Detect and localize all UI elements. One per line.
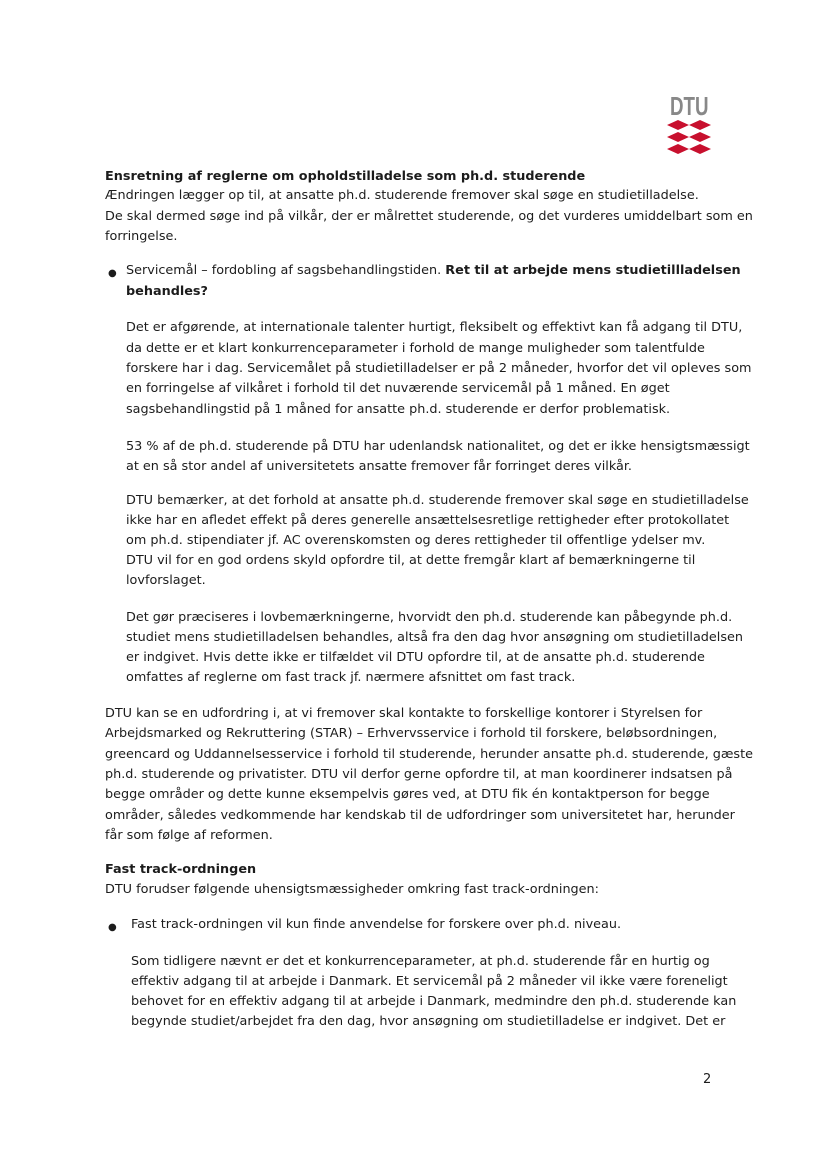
bullet-dot: ● bbox=[108, 922, 117, 933]
paragraph-line: Arbejdsmarked og Rekruttering (STAR) – Erhvervsservice i forhold til forskere, beløbsordningen, bbox=[105, 726, 718, 741]
paragraph-line: er indgivet. Hvis dette ikke er tilfældet vil DTU opfordre til, at de ansatte ph.d. studerende bbox=[126, 650, 705, 665]
paragraph-line: 53 % af de ph.d. studerende på DTU har udenlandsk nationalitet, og det er ikke hensigtsmæssigt bbox=[126, 439, 750, 454]
bullet-dot: ● bbox=[108, 268, 117, 279]
intro-line: forringelse. bbox=[105, 229, 178, 244]
paragraph-line: forskere har i dag. Servicemålet på studietilladelser er på 2 måneder, hvorfor det vil opleves som bbox=[126, 361, 752, 376]
paragraph-line: om ph.d. stipendiater jf. AC overenskomsten og deres rettigheder til offentlige ydelser mv. bbox=[126, 533, 706, 548]
paragraph-line: DTU bemærker, at det forhold at ansatte ph.d. studerende fremover skal søge en studietilladelse bbox=[126, 493, 749, 508]
dtu-logo-text: DTU bbox=[670, 91, 709, 121]
paragraph-line: behovet for en effektiv adgang til at arbejde i Danmark, medmindre den ph.d. studerende kan bbox=[131, 994, 737, 1009]
paragraph-line: effektiv adgang til at arbejde i Danmark. Et servicemål på 2 måneder vil ikke være foreneligt bbox=[131, 974, 728, 989]
paragraph-line: Som tidligere nævnt er det et konkurrenceparameter, at ph.d. studerende får en hurtig og bbox=[131, 954, 710, 969]
dtu-logo-mark bbox=[667, 120, 711, 154]
section-heading: Ensretning af reglerne om opholdstilladelse som ph.d. studerende bbox=[105, 169, 586, 184]
paragraph-line: begge områder og dette kunne eksempelvis gøres ved, at DTU fik én kontaktperson for begge bbox=[105, 787, 710, 802]
paragraph-line: sagsbehandlingstid på 1 måned for ansatte ph.d. studerende er derfor problematisk. bbox=[126, 402, 671, 417]
bullet-text bbox=[126, 261, 741, 282]
paragraph-line: Det er afgørende, at internationale talenter hurtigt, fleksibelt og effektivt kan få adgang til DTU, bbox=[126, 320, 743, 335]
paragraph-line: områder, således vedkommende har kendskab til de udfordringer som universitetet har, herunder bbox=[105, 808, 735, 823]
paragraph-line: Det gør præciseres i lovbemærkningerne, hvorvidt den ph.d. studerende kan påbegynde ph.d. bbox=[126, 610, 733, 625]
intro-line: Ændringen lægger op til, at ansatte ph.d. studerende fremover skal søge en studietilladelse. bbox=[105, 188, 699, 203]
paragraph-line: greencard og Uddannelsesservice i forhold til studerende, herunder ansatte ph.d. studerende, gæste bbox=[105, 747, 753, 762]
paragraph-line: at en så stor andel af universitetets ansatte fremover får forringet deres vilkår. bbox=[126, 459, 632, 474]
paragraph-line: DTU vil for en god ordens skyld opfordre til, at dette fremgår klart af bemærkningerne til bbox=[126, 553, 696, 568]
bullet-lead: Servicemål – fordobling af sagsbehandlingstiden. bbox=[126, 263, 446, 278]
paragraph-line: omfattes af reglerne om fast track jf. nærmere afsnittet om fast track. bbox=[126, 670, 576, 685]
intro-line: DTU forudser følgende uhensigtsmæssigheder omkring fast track-ordningen: bbox=[105, 882, 599, 897]
bullet-bold-continued: behandles? bbox=[126, 284, 208, 299]
bullet-text: Fast track-ordningen vil kun finde anvendelse for forskere over ph.d. niveau. bbox=[131, 917, 622, 932]
dtu-logo bbox=[664, 92, 716, 156]
paragraph-line: en forringelse af vilkåret i forhold til det nuværende servicemål på 1 måned. En øget bbox=[126, 381, 670, 396]
paragraph-line: får som følge af reformen. bbox=[105, 828, 273, 843]
paragraph-line: ikke har en afledet effekt på deres generelle ansættelsesretlige rettigheder efter protokollatet bbox=[126, 513, 730, 528]
intro-line: De skal dermed søge ind på vilkår, der er målrettet studerende, og det vurderes umiddelbart som en bbox=[105, 209, 753, 224]
bullet-bold: Ret til at arbejde mens studietillladelsen bbox=[445, 263, 741, 278]
paragraph-line: begynde studiet/arbejdet fra den dag, hvor ansøgning om studietilladelse er indgivet. Det er bbox=[131, 1014, 726, 1029]
paragraph-line: DTU kan se en udfordring i, at vi fremover skal kontakte to forskellige kontorer i Styrelsen for bbox=[105, 706, 703, 721]
paragraph-line: studiet mens studietilladelsen behandles, altså fra den dag hvor ansøgning om studietilladelsen bbox=[126, 630, 743, 645]
paragraph-line: lovforslaget. bbox=[126, 573, 206, 588]
page-number: 2 bbox=[703, 1072, 712, 1087]
paragraph-line: ph.d. studerende og privatister. DTU vil derfor gerne opfordre til, at man koordinerer indsatsen på bbox=[105, 767, 733, 782]
section-heading: Fast track-ordningen bbox=[105, 862, 257, 877]
paragraph-line: da dette er et klart konkurrenceparameter i forhold de mange muligheder som talentfulde bbox=[126, 341, 705, 356]
